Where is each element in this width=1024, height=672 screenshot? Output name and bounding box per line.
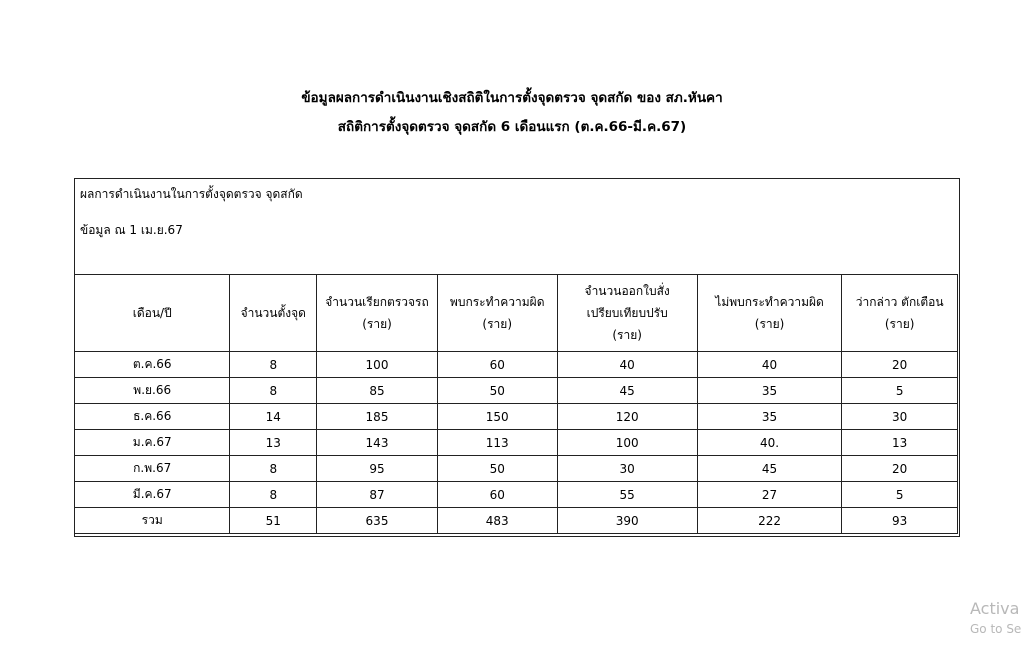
- value-cell: 222: [697, 508, 842, 534]
- value-cell: 120: [557, 404, 697, 430]
- table-row: [75, 378, 958, 404]
- month-cell: ก.พ.67: [75, 456, 230, 482]
- value-cell: 30: [842, 404, 958, 430]
- column-header: [437, 275, 557, 352]
- table-row: [75, 430, 958, 456]
- value-cell: 50: [437, 456, 557, 482]
- value-cell: 100: [317, 352, 438, 378]
- document-title: ข้อมูลผลการดำเนินงานเชิงสถิติในการตั้งจุดตรวจ จุดสกัด ของ สภ.หันคา: [301, 90, 723, 106]
- value-cell: 93: [842, 508, 958, 534]
- value-cell: 60: [437, 352, 557, 378]
- value-cell: 35: [697, 378, 842, 404]
- column-header: [317, 275, 438, 352]
- column-header-line: ไม่พบกระทำความผิด: [715, 295, 824, 309]
- statistics-table: [74, 274, 958, 534]
- value-cell: 143: [317, 430, 438, 456]
- month-cell: มี.ค.67: [75, 482, 230, 508]
- month-cell: ม.ค.67: [75, 430, 230, 456]
- value-cell: 483: [437, 508, 557, 534]
- column-header-line: จำนวนตั้งจุด: [240, 306, 306, 320]
- value-cell: 45: [697, 456, 842, 482]
- column-header: [842, 275, 958, 352]
- month-cell: ต.ค.66: [75, 352, 230, 378]
- value-cell: 95: [317, 456, 438, 482]
- column-header-line: (ราย): [482, 317, 512, 331]
- table-body: [75, 352, 958, 534]
- month-cell: รวม: [75, 508, 230, 534]
- column-header-line: พบกระทำความผิด: [449, 295, 545, 309]
- statistics-table-frame: [74, 178, 960, 537]
- value-cell: 8: [230, 456, 317, 482]
- value-cell: 27: [697, 482, 842, 508]
- value-cell: 60: [437, 482, 557, 508]
- column-header: [557, 275, 697, 352]
- value-cell: 30: [557, 456, 697, 482]
- value-cell: 55: [557, 482, 697, 508]
- value-cell: 20: [842, 352, 958, 378]
- column-header: [230, 275, 317, 352]
- value-cell: 50: [437, 378, 557, 404]
- column-header-line: เดือน/ปี: [132, 306, 172, 320]
- table-row: [75, 456, 958, 482]
- value-cell: 40: [697, 352, 842, 378]
- value-cell: 635: [317, 508, 438, 534]
- windows-activation-watermark: Activa: [970, 599, 1020, 618]
- month-cell: พ.ย.66: [75, 378, 230, 404]
- column-header-line: (ราย): [612, 328, 642, 342]
- document-subtitle: สถิติการตั้งจุดตรวจ จุดสกัด 6 เดือนแรก (ต.ค.66-มี.ค.67): [337, 119, 687, 135]
- data-as-of: ข้อมูล ณ 1 เม.ย.67: [80, 223, 183, 237]
- total-row: [75, 508, 958, 534]
- value-cell: 185: [317, 404, 438, 430]
- column-header-line: ว่ากล่าว ตักเตือน: [855, 295, 944, 309]
- value-cell: 35: [697, 404, 842, 430]
- value-cell: 45: [557, 378, 697, 404]
- value-cell: 87: [317, 482, 438, 508]
- value-cell: 8: [230, 352, 317, 378]
- column-header: [697, 275, 842, 352]
- column-header-line: (ราย): [362, 317, 392, 331]
- table-row: [75, 482, 958, 508]
- column-header: [75, 275, 230, 352]
- value-cell: 113: [437, 430, 557, 456]
- column-header-line: เปรียบเทียบปรับ: [586, 306, 668, 320]
- value-cell: 390: [557, 508, 697, 534]
- value-cell: 8: [230, 482, 317, 508]
- table-header-row: [75, 275, 958, 352]
- value-cell: 13: [842, 430, 958, 456]
- windows-activation-hint: Go to Se: [970, 622, 1022, 636]
- value-cell: 40.: [697, 430, 842, 456]
- value-cell: 40: [557, 352, 697, 378]
- value-cell: 5: [842, 378, 958, 404]
- value-cell: 51: [230, 508, 317, 534]
- table-row: [75, 352, 958, 378]
- value-cell: 14: [230, 404, 317, 430]
- column-header-line: จำนวนออกใบสั่ง: [584, 284, 670, 298]
- value-cell: 150: [437, 404, 557, 430]
- table-caption: ผลการดำเนินงานในการตั้งจุดตรวจ จุดสกัด: [80, 187, 303, 201]
- value-cell: 5: [842, 482, 958, 508]
- value-cell: 13: [230, 430, 317, 456]
- column-header-line: จำนวนเรียกตรวจรถ: [325, 295, 429, 309]
- column-header-line: (ราย): [754, 317, 785, 331]
- column-header-line: (ราย): [884, 317, 915, 331]
- table-row: [75, 404, 958, 430]
- value-cell: 8: [230, 378, 317, 404]
- value-cell: 85: [317, 378, 438, 404]
- month-cell: ธ.ค.66: [75, 404, 230, 430]
- value-cell: 20: [842, 456, 958, 482]
- value-cell: 100: [557, 430, 697, 456]
